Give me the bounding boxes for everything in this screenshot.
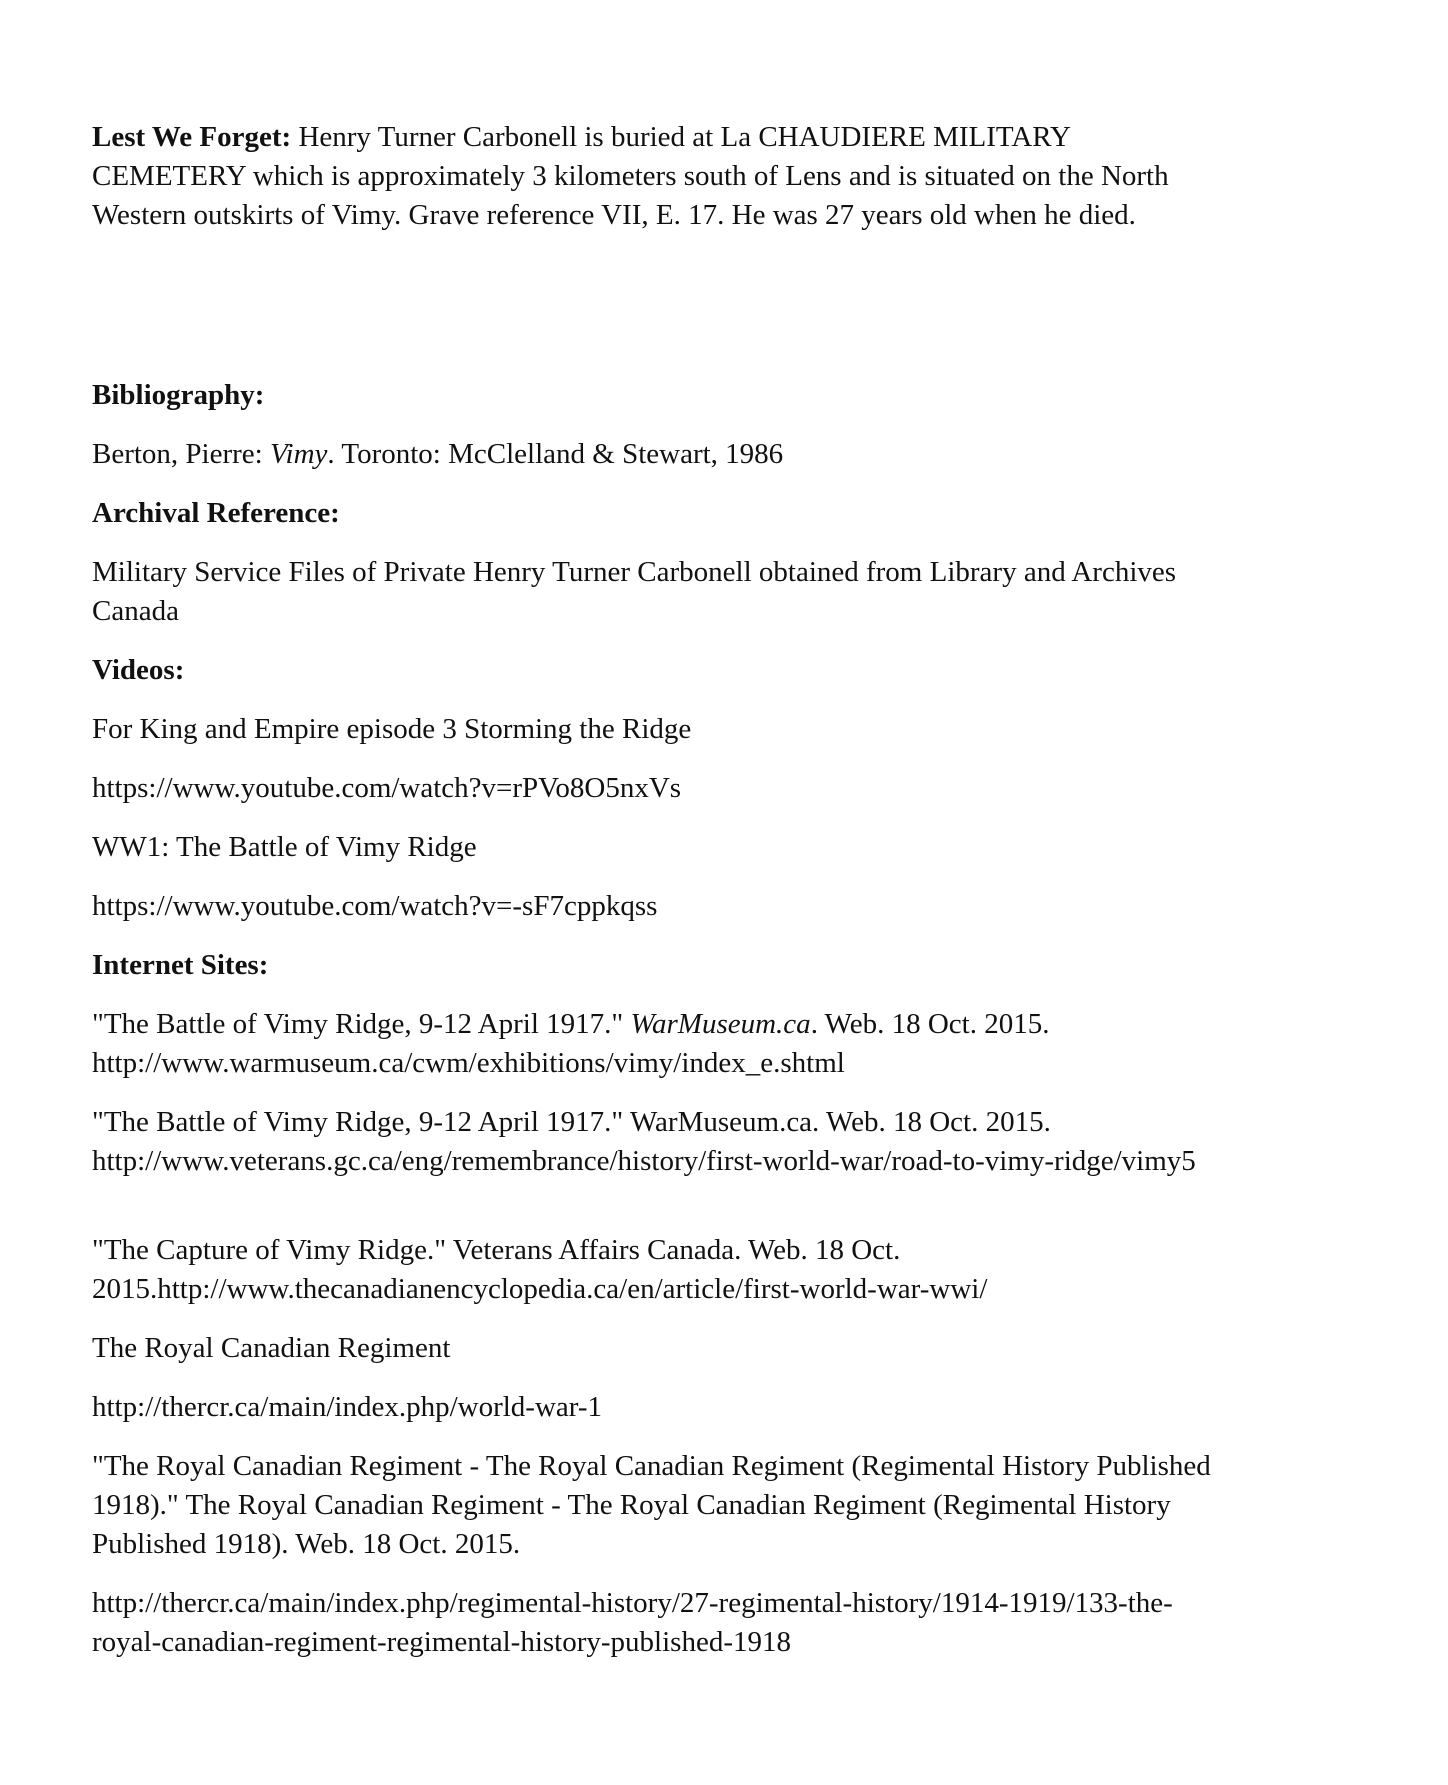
bibliography-author: Berton, Pierre: <box>92 438 270 470</box>
entry2-line1: "The Battle of Vimy Ridge, 9-12 April 1917." WarMuseum.ca. Web. 18 Oct. 2015. <box>92 1106 1051 1138</box>
internet-site-entry-3 <box>92 1231 1342 1309</box>
bibliography-rest: . Toronto: McClelland & Stewart, 1986 <box>327 438 784 470</box>
videos-heading: Videos: <box>92 654 185 686</box>
entry5-line2: 1918)." The Royal Canadian Regiment - The Royal Canadian Regiment (Regimental History <box>92 1489 1171 1521</box>
archival-heading: Archival Reference: <box>92 497 340 529</box>
bibliography-entry <box>92 435 1342 474</box>
entry5-line1: "The Royal Canadian Regiment - The Royal Canadian Regiment (Regimental History Published <box>92 1450 1211 1482</box>
video-link-1[interactable]: https://www.youtube.com/watch?v=rPVo8O5nxVs <box>92 772 682 804</box>
lest-we-forget-line3: Western outskirts of Vimy. Grave reference VII, E. 17. He was 27 years old when he died. <box>92 199 1136 231</box>
entry6-url-line1[interactable]: http://thercr.ca/main/index.php/regimental-history/27-regimental-history/1914-1919/133-the- <box>92 1587 1173 1619</box>
video-link-2[interactable]: https://www.youtube.com/watch?v=-sF7cppkqss <box>92 890 658 922</box>
bibliography-title: Vimy <box>269 438 328 470</box>
entry1-url[interactable]: http://www.warmuseum.ca/cwm/exhibitions/vimy/index_e.shtml <box>92 1047 845 1079</box>
entry5-line3: Published 1918). Web. 18 Oct. 2015. <box>92 1528 521 1560</box>
entry1-text-b: . Web. 18 Oct. 2015. <box>810 1008 1050 1040</box>
video-title-1: For King and Empire episode 3 Storming the Ridge <box>92 713 692 745</box>
internet-site-entry-6 <box>92 1584 1342 1662</box>
archival-line1: Military Service Files of Private Henry Turner Carbonell obtained from Library and Archives <box>92 556 1177 588</box>
video-title-2: WW1: The Battle of Vimy Ridge <box>92 831 477 863</box>
archival-line2: Canada <box>92 595 179 627</box>
lest-we-forget-line1: Henry Turner Carbonell is buried at La CHAUDIERE MILITARY <box>291 121 1071 153</box>
entry3-line2[interactable]: 2015.http://www.thecanadianencyclopedia.ca/en/article/first-world-war-wwi/ <box>92 1273 988 1305</box>
entry3-line1: "The Capture of Vimy Ridge." Veterans Affairs Canada. Web. 18 Oct. <box>92 1234 901 1266</box>
internet-site-entry-1 <box>92 1005 1342 1083</box>
entry4-url[interactable]: http://thercr.ca/main/index.php/world-war-1 <box>92 1391 602 1423</box>
lest-we-forget-paragraph <box>92 118 1342 235</box>
entry2-url[interactable]: http://www.veterans.gc.ca/eng/remembrance/history/first-world-war/road-to-vimy-ridge/vimy5 <box>92 1145 1196 1177</box>
archival-entry <box>92 553 1342 631</box>
internet-site-entry-5 <box>92 1447 1342 1564</box>
lest-we-forget-label: Lest We Forget: <box>92 121 292 153</box>
internet-site-entry-4: The Royal Canadian Regiment <box>92 1332 451 1364</box>
entry6-url-line2[interactable]: royal-canadian-regiment-regimental-history-published-1918 <box>92 1626 791 1658</box>
lest-we-forget-line2: CEMETERY which is approximately 3 kilometers south of Lens and is situated on the North <box>92 160 1169 192</box>
internet-site-entry-2 <box>92 1103 1342 1181</box>
entry1-italic-site: WarMuseum.ca <box>630 1008 811 1040</box>
entry1-text-a: "The Battle of Vimy Ridge, 9-12 April 1917." <box>92 1008 631 1040</box>
internet-sites-heading: Internet Sites: <box>92 949 269 981</box>
bibliography-heading: Bibliography: <box>92 379 265 411</box>
